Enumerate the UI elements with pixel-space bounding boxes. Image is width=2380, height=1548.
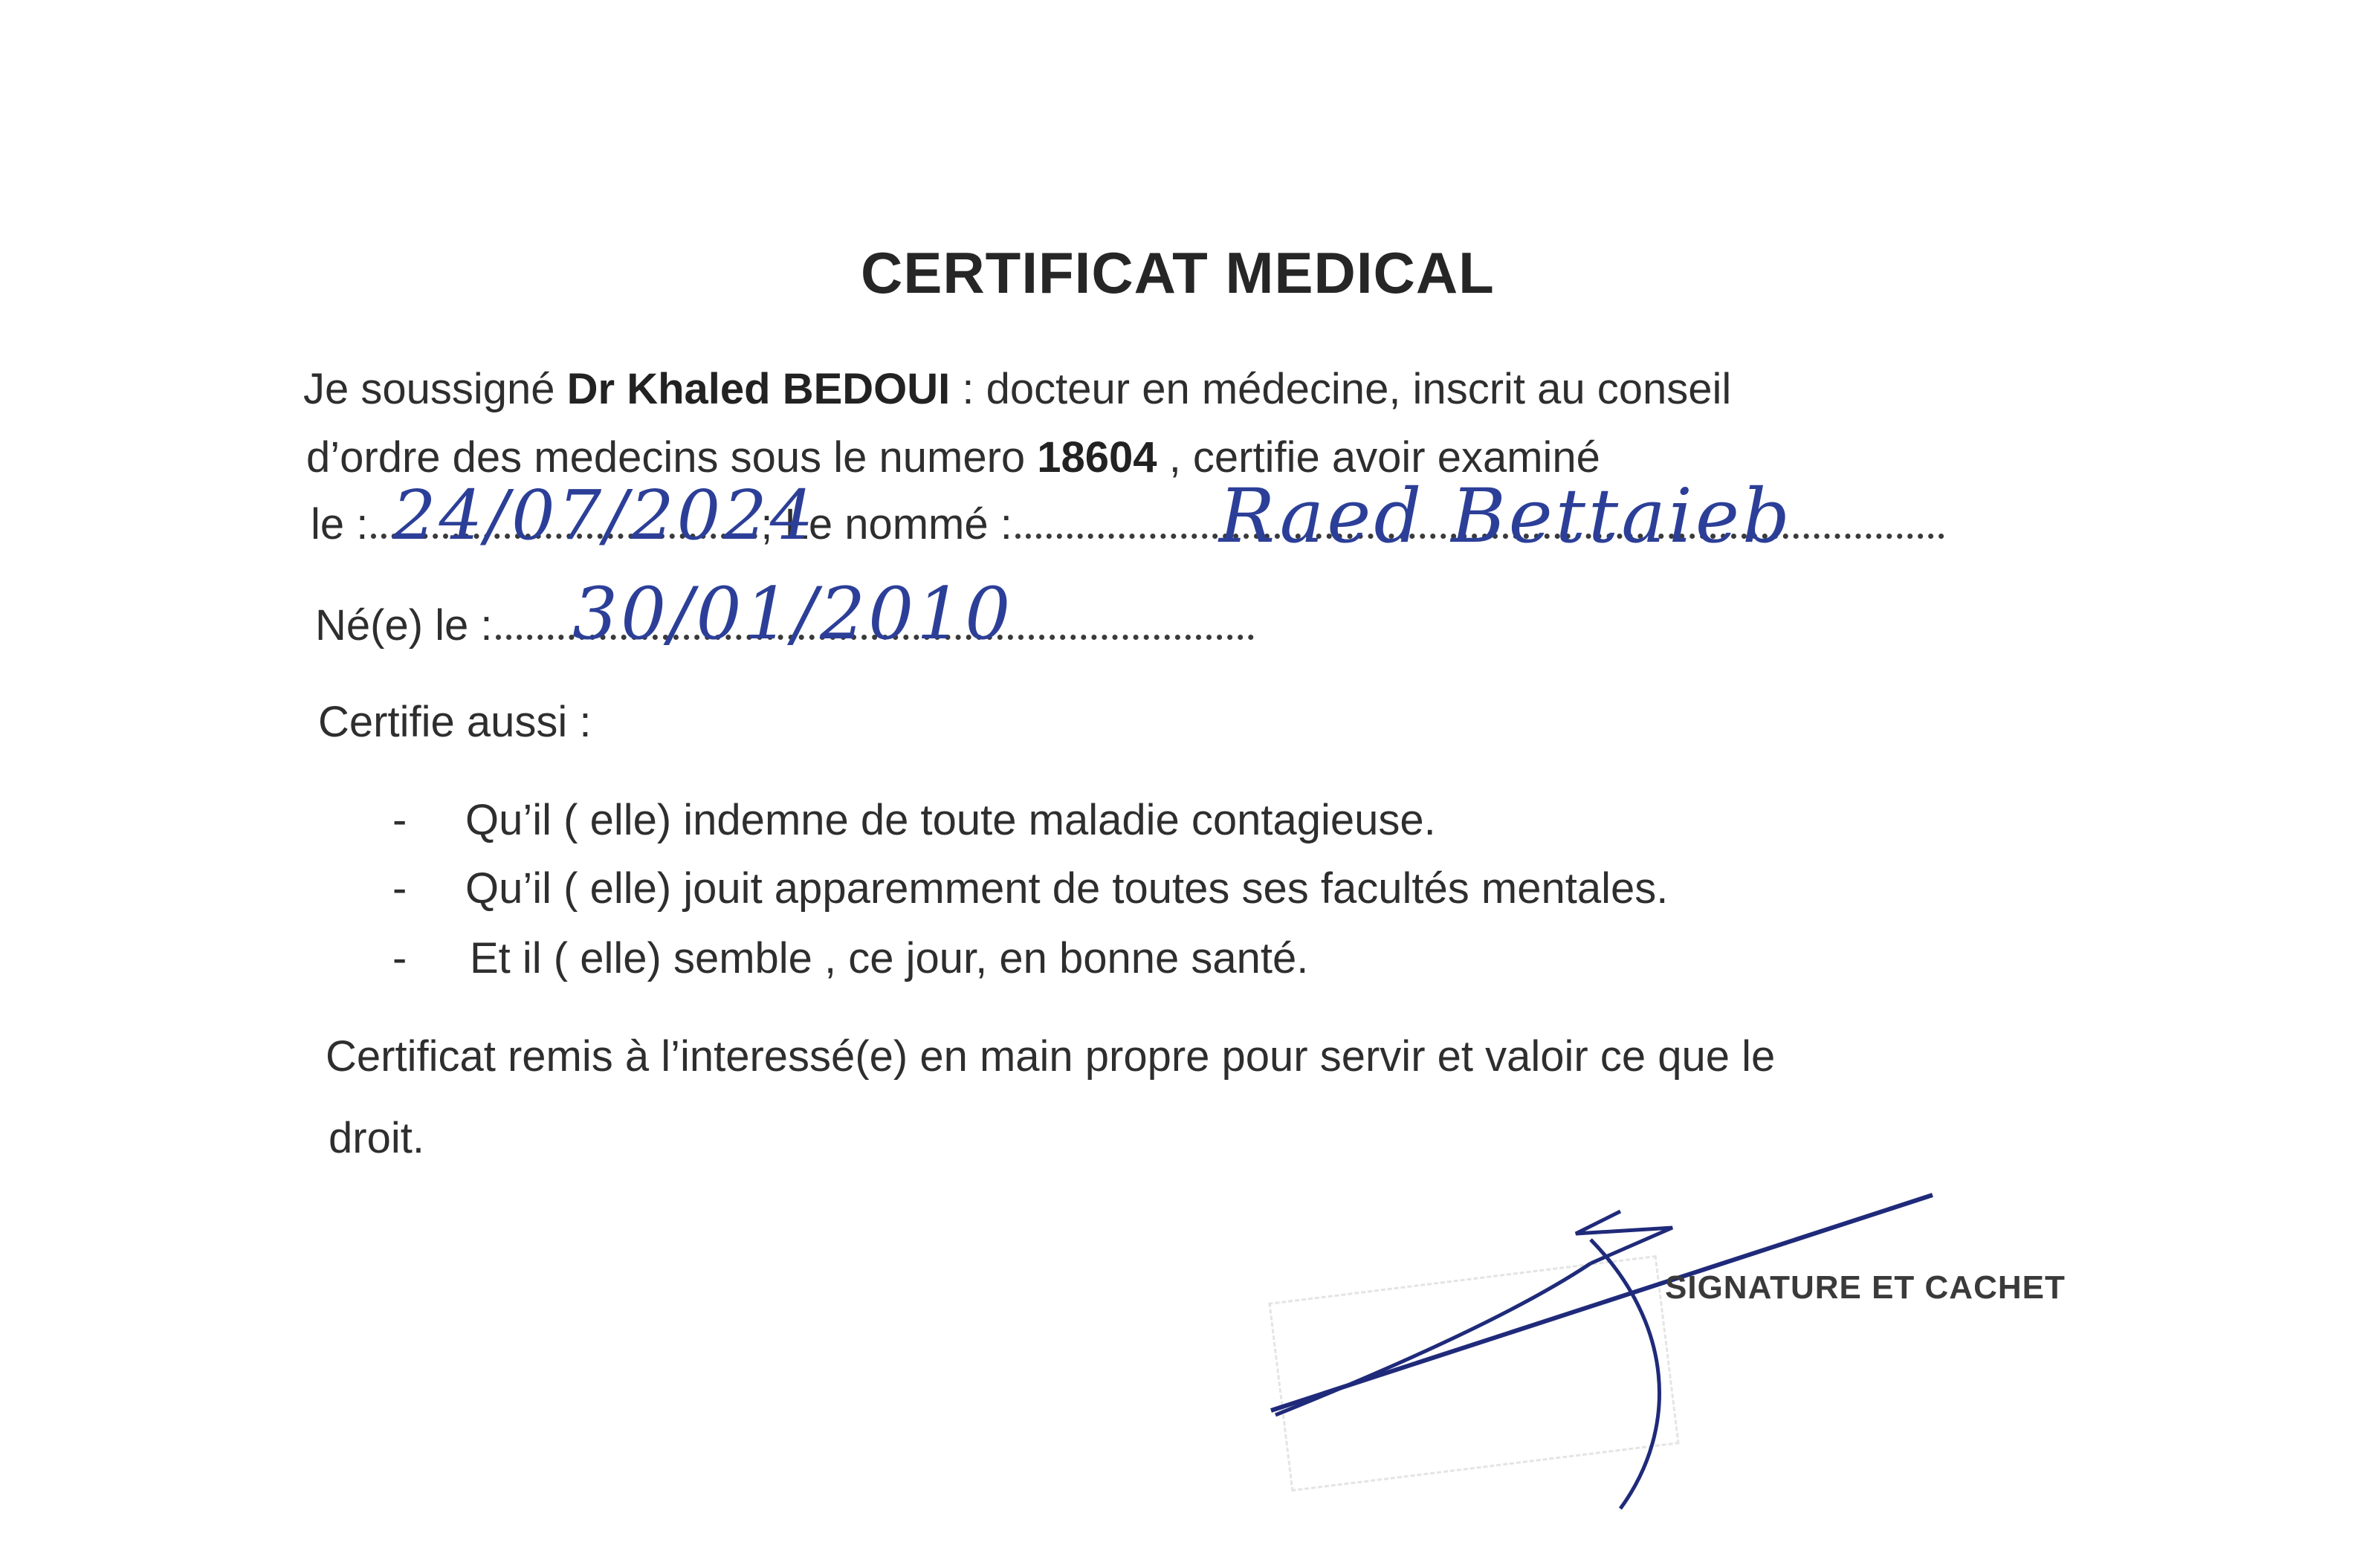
closing-line-2: droit. (329, 1114, 424, 1162)
intro-text: d’ordre des medecins sous le numero (306, 433, 1038, 482)
bullet-text: Qu’il ( elle) indemne de toute maladie contagieuse. (465, 796, 1436, 844)
birth-date-label: Né(e) le : (315, 601, 493, 650)
exam-date-label: le : (311, 500, 369, 548)
bullet-dash: - (392, 934, 407, 982)
handwritten-birth-date: 30/01/2010 (572, 572, 1014, 655)
bullet-dash: - (392, 864, 407, 913)
intro-text: Je soussigné (303, 365, 567, 413)
intro-text: : docteur en médecine, inscrit au conseil (950, 365, 1732, 413)
signature-caption: SIGNATURE ET CACHET (1665, 1269, 2066, 1306)
document-title: CERTIFICAT MEDICAL (861, 240, 1495, 305)
bullet-text: Et il ( elle) semble , ce jour, en bonne santé. (470, 934, 1309, 982)
order-number: 18604 (1037, 433, 1157, 482)
doctor-name: Dr Khaled BEDOUI (566, 365, 951, 413)
handwritten-name: Raed Bettaieb (1219, 473, 1794, 560)
closing-line-1: Certificat remis à l’interessé(e) en main propre pour servir et valoir ce que le (326, 1032, 1776, 1081)
name-label: ; Le nommé : (760, 500, 1012, 548)
intro-text: , certifie avoir examiné (1157, 433, 1600, 482)
bullet-text: Qu’il ( elle) jouit apparemment de toutes ses facultés mentales. (465, 864, 1669, 913)
certifie-aussi-label: Certifie aussi : (318, 698, 592, 746)
bullet-dash: - (392, 796, 407, 844)
handwritten-exam-date: 24/07/2024 (392, 476, 817, 555)
